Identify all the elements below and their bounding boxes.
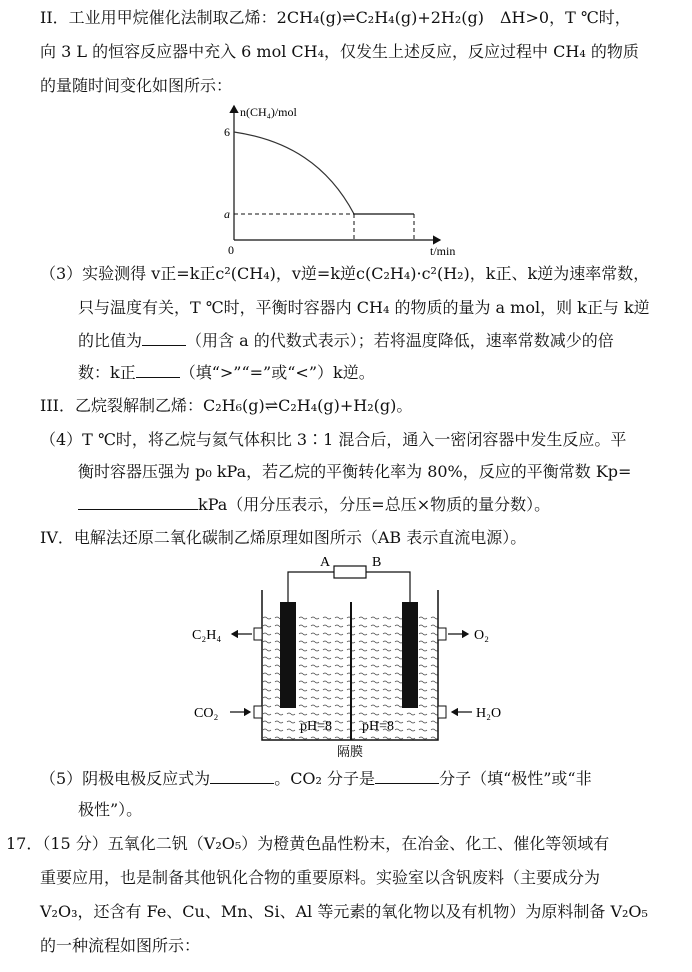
tick-a: a [224,207,230,221]
port-right-bottom [438,706,446,718]
q4-line2: 衡时容器压强为 p₀ kPa，若乙烷的平衡转化率为 80%，反应的平衡常数 Kp= [78,462,632,481]
electrolysis-cell-diagram [190,550,510,760]
wire-left [288,572,334,604]
ph-right: pH=8 [362,719,395,734]
wire-right [366,572,410,604]
answer-blank-polarity[interactable] [375,768,439,784]
q4-line3b: kPa（用分压表示，分压=总压×物质的量分数）。 [198,495,551,514]
q3-line4a: 数：k正 [78,363,136,382]
cathode-electrode [280,602,296,708]
q4-line3 [78,494,550,515]
q5-line1b: 。CO₂ 分子是 [274,769,376,788]
q3-line1: （3）实验测得 v正=k正c²(CH₄)，v逆=k逆c(C₂H₄)·c²(H₂)，k正、k逆为速率常数， [40,264,650,283]
label-o2: O₂ [474,628,489,643]
q5-line1a: （5）阴极电极反应式为 [40,769,211,788]
q4-line1: （4）T ℃时，将乙烷与氦气体积比 3∶1 混合后，通入一密闭容器中发生反应。平 [40,430,627,449]
q3-line4 [78,362,375,383]
q3-line2: 只与温度有关，T ℃时，平衡时容器内 CH₄ 的物质的量为 a mol，则 k正与 k逆 [78,298,650,317]
q3-line4b: （填“>”“=”或“<”）k逆。 [179,363,375,382]
ch4-curve [234,132,354,214]
section2-heading: II．工业用甲烷催化法制取乙烯：2CH₄(g)⇌C₂H₄(g)+2H₂(g) ΔH>0，T ℃时， [40,8,631,27]
power-source [334,566,366,578]
anode-electrode [402,602,418,708]
port-left-top [254,628,262,640]
tick-6: 6 [224,125,230,139]
q3-line3b: （用含 a 的代数式表示）；若将温度降低，速率常数减少的倍 [186,331,614,350]
y-axis-label: n(CH₄)/mol [240,105,297,119]
q17-line1: 17．（15 分）五氧化二钒（V₂O₅）为橙黄色晶性粉末，在冶金、化工、催化等领域有 [6,834,610,853]
label-b: B [372,555,382,570]
label-a: A [320,555,331,570]
ch4-time-graph [218,100,468,262]
answer-blank-cathode[interactable] [210,768,274,784]
label-co2: CO₂ [194,706,219,721]
q3-line3a: 的比值为 [78,331,143,350]
answer-blank-ratio[interactable] [142,330,186,346]
label-c2h4: C₂H₄ [192,628,222,643]
q5-line1c: 分子（填“极性”或“非 [439,769,592,788]
section2-line2: 向 3 L 的恒容反应器中充入 6 mol CH₄，仅发生上述反应，反应过程中 CH₄ 的物质 [40,42,639,61]
label-h2o: H₂O [476,706,502,721]
port-left-bottom [254,706,262,718]
section3-heading: III．乙烷裂解制乙烯：C₂H₆(g)⇌C₂H₄(g)+H₂(g)。 [40,396,413,415]
answer-blank-compare[interactable] [136,362,180,378]
q17-line2: 重要应用，也是制备其他钒化合物的重要原料。实验室以含钒废料（主要成分为 [40,868,601,887]
membrane-label: 隔膜 [337,744,364,759]
section2-line3: 的量随时间变化如图所示： [40,76,233,95]
origin-label: 0 [228,243,234,257]
port-right-top [438,628,446,640]
q17-line4: 的一种流程如图所示： [40,936,201,955]
ph-left: pH=8 [300,719,333,734]
q5-line1 [40,768,592,789]
q3-line3 [78,330,614,351]
section4-heading: IV．电解法还原二氧化碳制乙烯原理如图所示（AB 表示直流电源）。 [40,528,527,547]
answer-blank-kp[interactable] [78,494,198,510]
q17-line3: V₂O₃，还含有 Fe、Cu、Mn、Si、Al 等元素的氧化物以及有机物）为原料制备 V₂O₅ [40,902,648,921]
x-axis-label: t/min [430,244,456,258]
q5-line2: 极性”）。 [78,800,143,819]
